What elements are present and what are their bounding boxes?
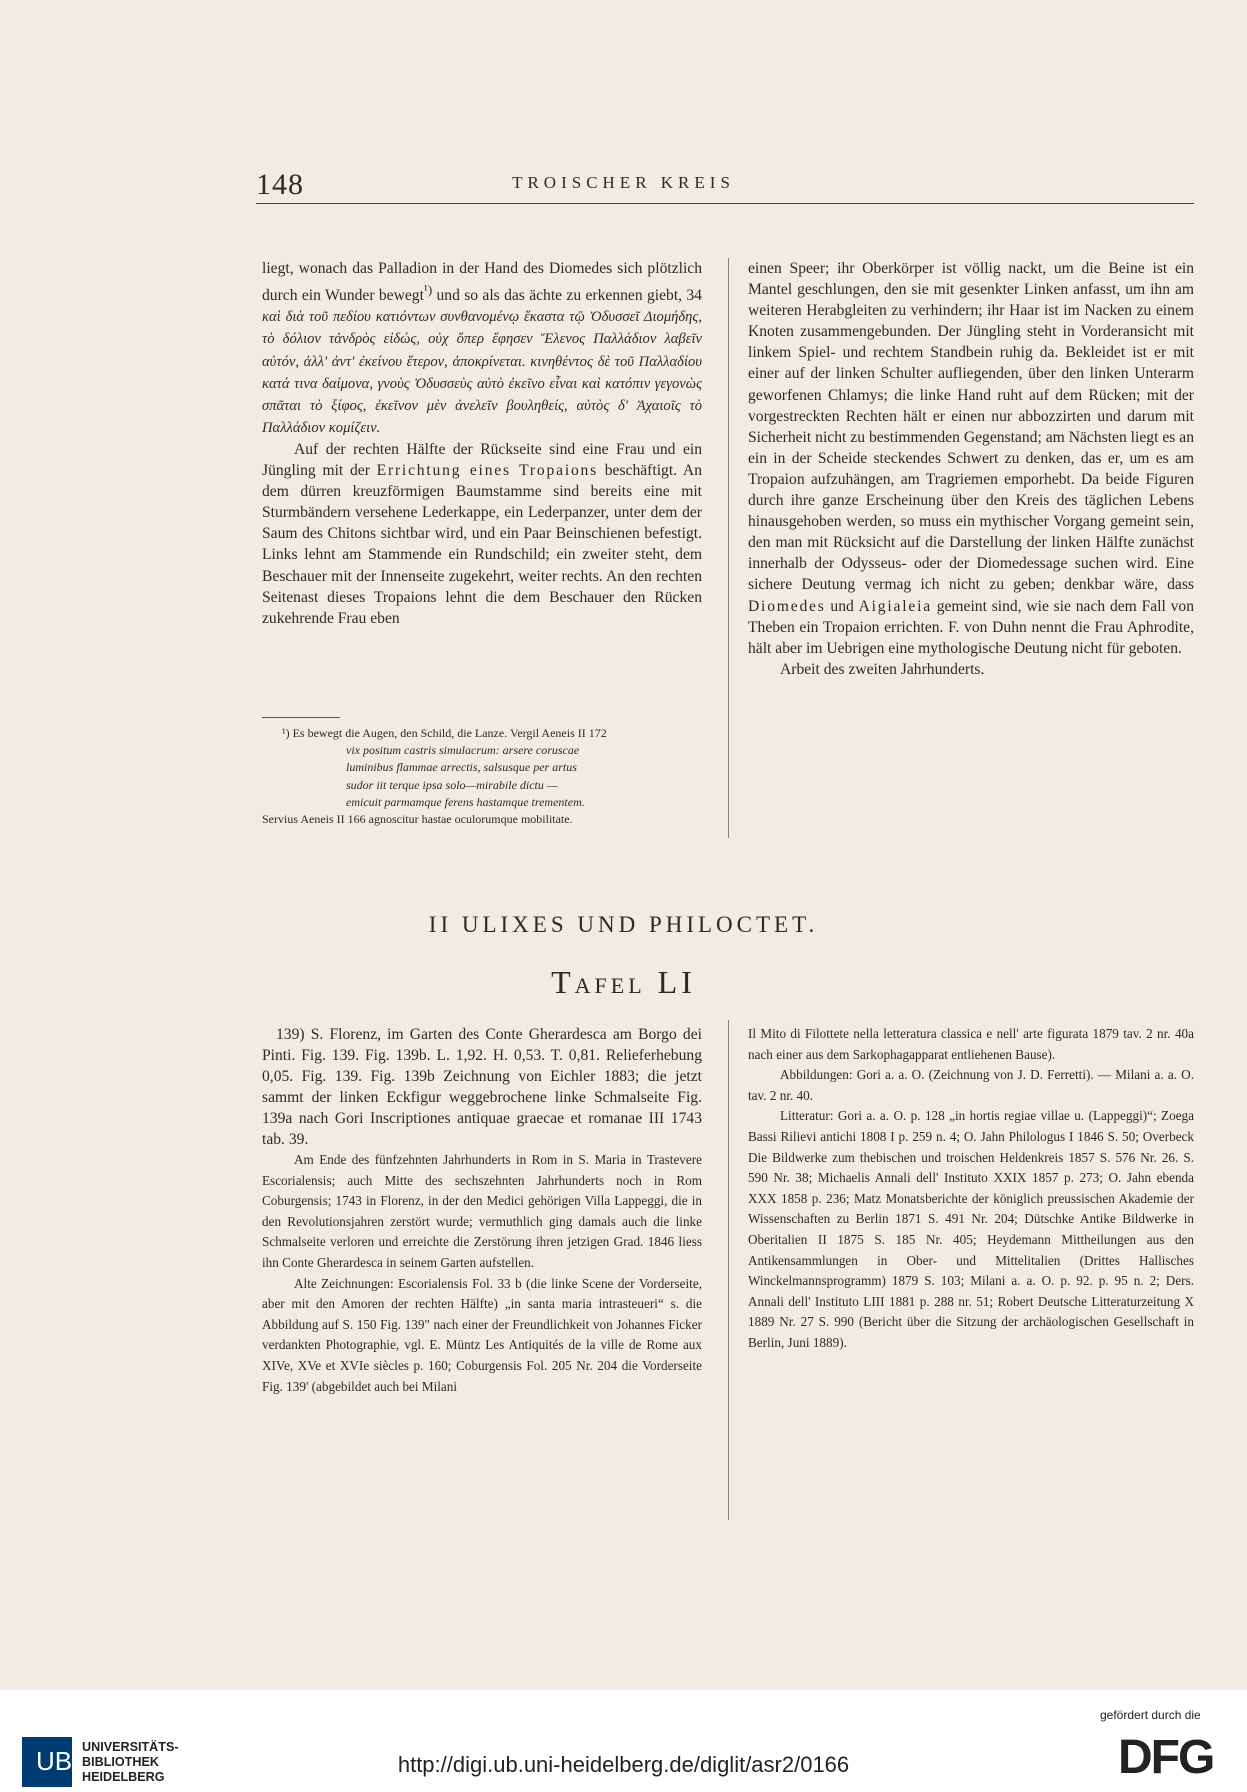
- catalogue-entry: 139) S. Florenz, im Garten des Conte Gherardesca am Borgo dei Pinti. Fig. 139. Fig. 139b. L. 1,92. H. 0,53. T. 0,81. Relieferhebung 0,05. Fig. 139. Fig. 139b Zeichnung von Eichler 1883; die jetzt sammt der linken Eckfigur weggebrochene linke Schmalseite Fig. 139a nach Gori Inscriptiones antiquae graecae et romanae III 1743 tab. 39.: [262, 1026, 702, 1148]
- right-column-bottom: [748, 1024, 1194, 1354]
- logo-text: UB: [36, 1746, 73, 1776]
- footnote-line: Servius Aeneis II 166 agnoscitur hastae oculorumque mobilitate.: [262, 812, 573, 827]
- verse-line: vix positum castris simulacrum: arsere coruscae: [346, 743, 580, 758]
- library-name-line: HEIDELBERG: [82, 1770, 165, 1784]
- library-name-line: BIBLIOTHEK: [82, 1755, 159, 1769]
- footnote-ref: ¹): [423, 282, 433, 298]
- running-title: TROISCHER KREIS: [512, 173, 735, 192]
- library-name-line: UNIVERSITÄTS-: [82, 1740, 179, 1754]
- right-column-top: [748, 258, 1194, 680]
- greek-quote: καὶ διὰ τοῦ πεδίου κατιόντων συνθανομένῳ ἕκαστα τῷ Ὀδυσσεῖ Διομήδης, τὸ δόλιον τἀνδρὸς εἰδώς, οὐχ ὅπερ ἔφησεν Ἕλενος Παλλάδιον λαβεῖν αὐτόν, ἀλλ' ἀντ' ἐκείνου ἕτερον, ἀποκρίνεται. κινηθέντος δὲ τοῦ Παλλαδίου κατά τινα δαίμονα, γνοὺς Ὀδυσσεὺς αὐτὸ ἐκεῖνο εἶναι καὶ κατόπιν γεγονὼς σπᾶται τὸ ξίφος, ἐκεῖνον μὲν ἀνελεῖν βουληθείς, αὐτὸς δ' Ἀχαιοῖς τὸ Παλλάδιον κομίζειν.: [262, 309, 702, 436]
- column-divider: [728, 258, 729, 838]
- page-number: 148: [256, 168, 304, 201]
- left-column-top: [262, 258, 702, 629]
- left-column-bottom: [262, 1024, 702, 1397]
- reference-paragraph: Il Mito di Filottete nella letteratura classica e nell' arte figurata 1879 tav. 2 nr. 40a nach einer aus dem Sarkophagapparat entliehenen Bause).: [748, 1026, 1194, 1062]
- verse-line: luminibus flammae arrectis, salsusque per artus: [346, 760, 577, 775]
- paragraph-text: liegt, wonach das Palladion in der Hand des Diomedes sich plötzlich durch ein Wunder bewegt: [262, 260, 702, 305]
- paragraph-text: einen Speer; ihr Oberkörper ist völlig nackt, um die Beine ist ein Mantel geschlungen, den sie mit gesenkter Linken anfasst, um ihn am weiteren Herabgleiten zu verhindern; ihr Haar ist im Nacken zu einem Knoten zusammengebunden. Der Jüngling steht in Vorderansicht mit linkem Spiel- und rechtem Standbein ruhig da. Bekleidet ist er mit einer auf der linken Schulter aufliegenden, über den linken Unterarm geworfenen Chlamys; die linke Hand ruht auf dem Rücken; mit der vorgestreckten Rechten hält er einen nur abbozzirten und darum mit Sicherheit nicht zu bestimmenden Gegenstand; am Nächsten liegt es an ein in der Scheide steckendes Schwert zu denken, das er, um es am Tropaion aufzuhängen, am Tragriemen emporhebt. Da beide Figuren durch ihre ganze Erscheinung über den Kreis des täglichen Lebens hinausgehoben werden, so muss ein mythischer Vorgang gemeint sein, den man mit Rücksicht auf die Darstellung der linken Hälfte zunächst innerhalb der Odysseus- oder der Diomedessage suchen wird. Eine sichere Deutung vermag ich nicht zu geben; denkbar wäre, dass: [748, 260, 1194, 594]
- closing-line: Arbeit des zweiten Jahrhunderts.: [780, 660, 985, 678]
- paragraph-text: gemeint sind, wie sie nach dem Fall von Theben ein Tropaion errichten. F. von Duhn nennt die Frau Aphrodite, hält aber im Uebrigen eine mythologische Deutung nicht für geboten.: [748, 597, 1194, 657]
- source-url[interactable]: http://digi.ub.uni-heidelberg.de/diglit/asr2/0166: [397, 1752, 850, 1777]
- funding-label: gefördert durch die: [1100, 1708, 1201, 1722]
- footnote: [262, 725, 652, 828]
- verse-line: emicuit parmamque ferens hastamque trementem.: [346, 794, 585, 809]
- drawings-paragraph: Alte Zeichnungen: Escorialensis Fol. 33 b (die linke Scene der Vorderseite, aber mit den Amoren der rechten Hälfte) „in santa maria intrasteueri“ s. die Abbildung auf S. 150 Fig. 139" nach einer der Freundlichkeit von Johannes Ficker verdankten Photographie, vgl. E. Müntz Les Antiquités de la ville de Rome aux XIVe, XVe et XVIe siècles p. 160; Coburgensis Fol. 205 Nr. 204 die Vorderseite Fig. 139' (abgebildet auch bei Milani: [262, 1275, 702, 1394]
- plate-title: Tafel LI: [551, 964, 696, 1000]
- section-title: II ULIXES UND PHILOCTET.: [428, 912, 819, 937]
- illustrations-paragraph: Abbildungen: Gori a. a. O. (Zeichnung von J. D. Ferretti). — Milani a. a. O. tav. 2 nr. 40.: [748, 1067, 1194, 1103]
- verse-line: sudor iit terque ipsa solo—mirabile dictu —: [346, 777, 558, 792]
- spaced-emphasis: Diomedes: [748, 597, 826, 615]
- column-divider: [728, 1020, 729, 1520]
- spaced-emphasis: Errichtung eines Tropaions: [376, 462, 599, 480]
- paragraph-text: Auf der rechten Hälfte der Rückseite sind eine Frau und ein Jüngling mit der: [262, 440, 702, 480]
- provenance-paragraph: Am Ende des fünfzehnten Jahrhunderts in Rom in S. Maria in Trastevere Escorialensis; auch Mitte des sechszehnten Jahrhunderts noch in Rom Coburgensis; 1743 in Florenz, in der den Medici gehörigen Villa Lappeggi, die in den Revolutionsjahren zerstört wurde; vermuthlich ging damals auch die linke Schmalseite verloren und erreichte die Zerstörung ihren jetzigen Grad. 1846 liess ihn Conte Gherardesca in seinem Garten aufstellen.: [262, 1152, 702, 1270]
- footnote-rule: [262, 717, 340, 718]
- dfg-logo: DFG: [1118, 1731, 1214, 1784]
- paragraph-text: und so als das ächte zu erkennen giebt, 34: [432, 287, 702, 305]
- spaced-emphasis: Aigialeia: [858, 597, 932, 615]
- footnote-line: ¹) Es bewegt die Augen, den Schild, die Lanze. Vergil Aeneis II 172: [282, 726, 607, 740]
- paragraph-text: und: [825, 597, 859, 615]
- paragraph-text: beschäftigt. An dem dürren kreuzförmigen Baumstamme sind bereits eine mit Sturmbändern versehene Lederkappe, ein Lederpanzer, unter dem der Saum des Chitons sichtbar wird, und ein Paar Beinschienen befestigt. Links lehnt am Stammende ein Rundschild; ein zweiter steht, dem Beschauer mit der Innenseite zugekehrt, weiter rechts. An den rechten Seitenast dieses Tropaions lehnt die dem Beschauer den Rücken zukehrende Frau eben: [262, 462, 702, 627]
- literature-paragraph: Litteratur: Gori a. a. O. p. 128 „in hortis regiae villae u. (Lappeggi)“; Zoega Bassi Rilievi antichi 1808 I p. 259 n. 4; O. Jahn Philologus I 1846 S. 50; Overbeck Die Bildwerke zum thebischen und troischen Heldenkreis 1857 S. 576 Nr. 26. S. 590 Nr. 38; Michaelis Annali dell' Instituto XXIX 1857 p. 273; O. Jahn ebenda XXX 1858 p. 236; Matz Monatsberichte der königlich preussischen Akademie der Wissenschaften zu Berlin 1871 S. 491 Nr. 204; Dütschke Antike Bildwerke in Oberitalien II 1875 S. 185 Nr. 405; Heydemann Mittheilungen aus den Antikensammlungen in Ober- und Mittelitalien (Drittes Hallisches Winckelmannsprogramm) 1879 S. 103; Milani a. a. O. p. 92. p. 95 n. 2; Ders. Annali dell' Instituto LIII 1881 p. 288 nr. 51; Robert Deutsche Litteraturzeitung X 1889 Nr. 27 S. 990 (Bericht über die Sitzung der archäologischen Gesellschaft in Berlin, Juni 1889).: [748, 1108, 1194, 1350]
- header-rule: [256, 203, 1194, 204]
